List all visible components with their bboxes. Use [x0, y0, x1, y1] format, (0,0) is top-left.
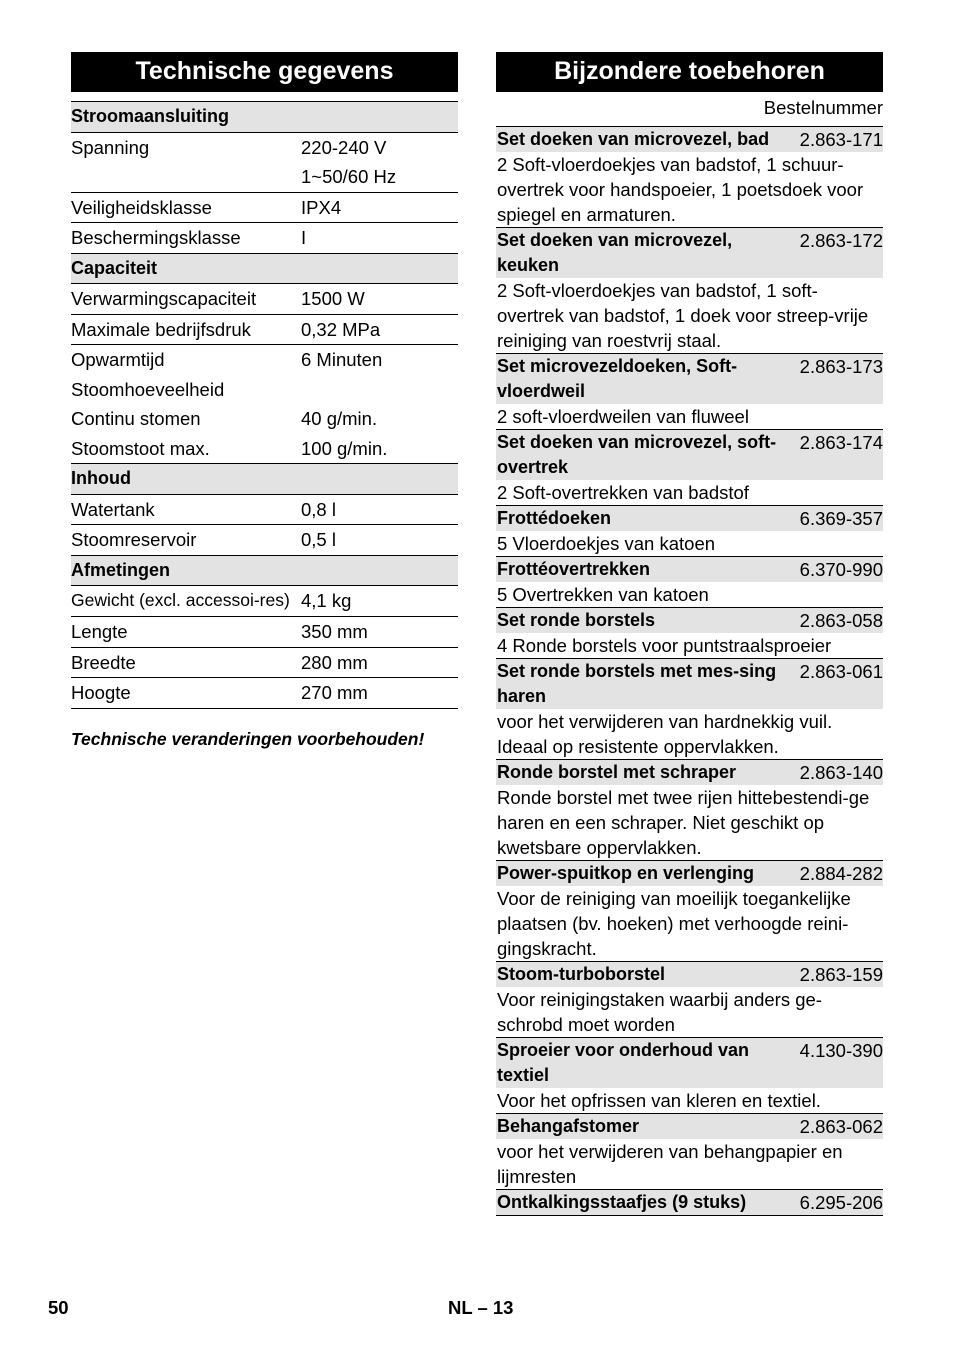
- spec-label: Watertank: [71, 498, 155, 520]
- accessory-name: Set doeken van microvezel, keuken: [497, 230, 733, 275]
- spec-label: Capaciteit: [71, 257, 158, 278]
- accessory-item: [496, 1038, 883, 1114]
- spec-row: [71, 495, 458, 526]
- spec-label: Stoomhoeveelheid: [71, 378, 225, 400]
- spec-value: [301, 556, 458, 586]
- spec-value: 220-240 V: [301, 136, 387, 158]
- accessory-header: [496, 861, 883, 886]
- accessory-description: Voor de reiniging van moeilijk toegankelijke plaatsen (bv. hoeken) met verhoogde reini-gingskracht.: [496, 886, 883, 962]
- accessory-description: voor het verwijderen van hardnekkig vuil. Ideaal op resistente oppervlakken.: [496, 709, 883, 760]
- page-label: NL – 13: [448, 1297, 514, 1318]
- spec-row: [71, 375, 458, 405]
- accessory-header: [496, 659, 883, 709]
- accessory-order-number: 2.863-058: [799, 610, 883, 631]
- spec-value: 6 Minuten: [301, 349, 383, 370]
- order-number-header: Bestelnummer: [763, 97, 883, 118]
- accessory-header: [496, 127, 883, 152]
- spec-row: [71, 133, 458, 163]
- accessory-name: Ronde borstel met schraper: [497, 762, 737, 782]
- technical-note: Technische veranderingen voorbehouden!: [71, 728, 425, 749]
- spec-label: Beschermingsklasse: [71, 227, 241, 248]
- spec-row: [71, 434, 458, 465]
- technical-data-title: Technische gegevens: [71, 52, 458, 92]
- accessory-description: 4 Ronde borstels voor puntstraalsproeier: [496, 633, 883, 659]
- spec-value: 270 mm: [301, 682, 368, 703]
- spec-row: [71, 345, 458, 375]
- spec-row: [71, 284, 458, 315]
- spec-value: 0,5 l: [301, 529, 336, 550]
- accessory-order-number: 6.295-206: [799, 1192, 883, 1213]
- accessory-name: Sproeier voor onderhoud van textiel: [497, 1040, 750, 1085]
- accessory-header: [496, 1114, 883, 1139]
- accessory-header: [496, 608, 883, 633]
- accessory-name: Frottéovertrekken: [497, 559, 651, 579]
- spec-value: 280 mm: [301, 651, 368, 673]
- spec-value: 350 mm: [301, 621, 368, 642]
- spec-section-heading: [71, 102, 458, 133]
- accessory-order-number: 6.370-990: [799, 559, 883, 580]
- accessory-order-number: 6.369-357: [799, 508, 883, 529]
- accessory-name: Set ronde borstels: [497, 610, 656, 630]
- spec-label: Verwarmingscapaciteit: [71, 288, 257, 309]
- accessories-list: [496, 126, 883, 1216]
- accessory-item: [496, 1190, 883, 1216]
- accessory-item: [496, 608, 883, 659]
- accessory-description: 5 Overtrekken van katoen: [496, 582, 883, 608]
- accessory-order-number: 2.863-172: [799, 230, 883, 251]
- spec-label: [71, 162, 301, 192]
- accessory-order-number: 4.130-390: [799, 1040, 883, 1061]
- technical-data-table: [71, 101, 458, 709]
- spec-label: Opwarmtijd: [71, 349, 165, 370]
- accessory-order-number: 2.863-174: [799, 432, 883, 453]
- accessories-column: [496, 52, 883, 1216]
- accessory-description: 5 Vloerdoekjes van katoen: [496, 531, 883, 557]
- spec-section-heading: [71, 556, 458, 587]
- spec-value: 0,8 l: [301, 498, 336, 520]
- accessory-header: [496, 228, 883, 278]
- accessory-item: [496, 557, 883, 608]
- spec-row: [71, 586, 458, 617]
- accessory-name: Power-spuitkop en verlenging: [497, 863, 755, 883]
- spec-label: Lengte: [71, 621, 128, 642]
- accessory-name: Frottédoeken: [497, 508, 612, 528]
- accessory-header: [496, 557, 883, 582]
- accessory-order-number: 2.884-282: [799, 863, 883, 884]
- spec-value: 4,1 kg: [301, 590, 352, 611]
- accessory-item: [496, 861, 883, 962]
- spec-value: 40 g/min.: [301, 408, 378, 429]
- accessory-header: [496, 354, 883, 404]
- accessory-description: voor het verwijderen van behangpapier en lijmresten: [496, 1139, 883, 1190]
- spec-value: [301, 375, 458, 405]
- spec-section-heading: [71, 254, 458, 285]
- spec-value: 0,32 MPa: [301, 318, 381, 340]
- accessory-item: [496, 354, 883, 430]
- accessory-item: [496, 430, 883, 506]
- accessory-header: [496, 1190, 883, 1215]
- spec-row: [71, 404, 458, 434]
- spec-row: [71, 678, 458, 709]
- accessory-item: [496, 1114, 883, 1190]
- accessory-name: Set doeken van microvezel, bad: [497, 129, 770, 149]
- accessory-name: Ontkalkingsstaafjes (9 stuks): [497, 1192, 747, 1212]
- accessory-description: 2 Soft-vloerdoekjes van badstof, 1 soft-overtrek van badstof, 1 doek voor streep-vrije reiniging van roestvrij staal.: [496, 278, 883, 354]
- accessory-name: Set ronde borstels met mes-sing haren: [497, 661, 777, 706]
- spec-label: Continu stomen: [71, 408, 201, 429]
- spec-row: [71, 223, 458, 254]
- spec-row: [71, 162, 458, 193]
- accessory-name: Stoom-turboborstel: [497, 964, 665, 984]
- spec-value: [301, 102, 458, 132]
- spec-value: 1500 W: [301, 288, 365, 309]
- spec-value: IPX4: [301, 196, 342, 218]
- accessory-name: Set doeken van microvezel, soft-overtrek: [497, 432, 777, 477]
- spec-label: Stoomstoot max.: [71, 437, 210, 459]
- spec-label: Stroomaansluiting: [71, 106, 230, 126]
- accessory-item: [496, 760, 883, 861]
- page-number: 50: [48, 1297, 69, 1318]
- spec-section-heading: [71, 464, 458, 495]
- accessory-item: [496, 659, 883, 760]
- accessory-name: Set microvezeldoeken, Soft-vloerdweil: [497, 356, 738, 401]
- accessory-header: [496, 760, 883, 785]
- spec-label: Gewicht (excl. accessoi-res): [71, 590, 290, 610]
- accessory-description: 2 Soft-overtrekken van badstof: [496, 480, 883, 506]
- spec-row: [71, 648, 458, 679]
- accessory-description: 2 Soft-vloerdoekjes van badstof, 1 schuur-overtrek voor handspoeier, 1 poetsdoek voor spiegel en armaturen.: [496, 152, 883, 228]
- spec-value: 100 g/min.: [301, 437, 388, 459]
- accessory-header: [496, 1038, 883, 1088]
- spec-value: 1~50/60 Hz: [301, 166, 397, 187]
- spec-label: Breedte: [71, 651, 136, 673]
- accessory-item: [496, 127, 883, 228]
- accessory-order-number: 2.863-171: [799, 129, 883, 150]
- accessory-order-number: 2.863-159: [799, 964, 883, 985]
- accessory-item: [496, 228, 883, 354]
- accessory-item: [496, 506, 883, 557]
- accessory-description: Voor het opfrissen van kleren en textiel.: [496, 1088, 883, 1114]
- accessory-name: Behangafstomer: [497, 1116, 640, 1136]
- accessories-title: Bijzondere toebehoren: [496, 52, 883, 92]
- accessory-description: Ronde borstel met twee rijen hittebestendi-ge haren en een schraper. Niet geschikt op kwetsbare oppervlakken.: [496, 785, 883, 861]
- accessory-item: [496, 962, 883, 1038]
- spec-label: Maximale bedrijfsdruk: [71, 318, 251, 340]
- accessory-header: [496, 506, 883, 531]
- accessory-description: Voor reinigingstaken waarbij anders ge-schrobd moet worden: [496, 987, 883, 1038]
- technical-data-column: [71, 52, 458, 750]
- accessory-header: [496, 430, 883, 480]
- accessory-description: [496, 1215, 883, 1216]
- spec-label: Afmetingen: [71, 559, 170, 580]
- accessory-order-number: 2.863-062: [799, 1116, 883, 1137]
- spec-row: [71, 525, 458, 556]
- spec-label: Hoogte: [71, 682, 131, 703]
- accessory-order-number: 2.863-061: [799, 661, 883, 682]
- accessory-header: [496, 962, 883, 987]
- accessory-order-number: 2.863-140: [799, 762, 883, 783]
- accessory-description: 2 soft-vloerdweilen van fluweel: [496, 404, 883, 430]
- spec-label: Veiligheidsklasse: [71, 196, 212, 218]
- spec-label: Spanning: [71, 136, 150, 158]
- spec-value: [301, 254, 458, 284]
- spec-label: Stoomreservoir: [71, 529, 197, 550]
- spec-label: Inhoud: [71, 468, 131, 488]
- spec-row: [71, 315, 458, 346]
- accessory-order-number: 2.863-173: [799, 356, 883, 377]
- spec-value: [301, 464, 458, 494]
- spec-row: [71, 617, 458, 648]
- spec-value: I: [301, 227, 307, 248]
- spec-row: [71, 193, 458, 224]
